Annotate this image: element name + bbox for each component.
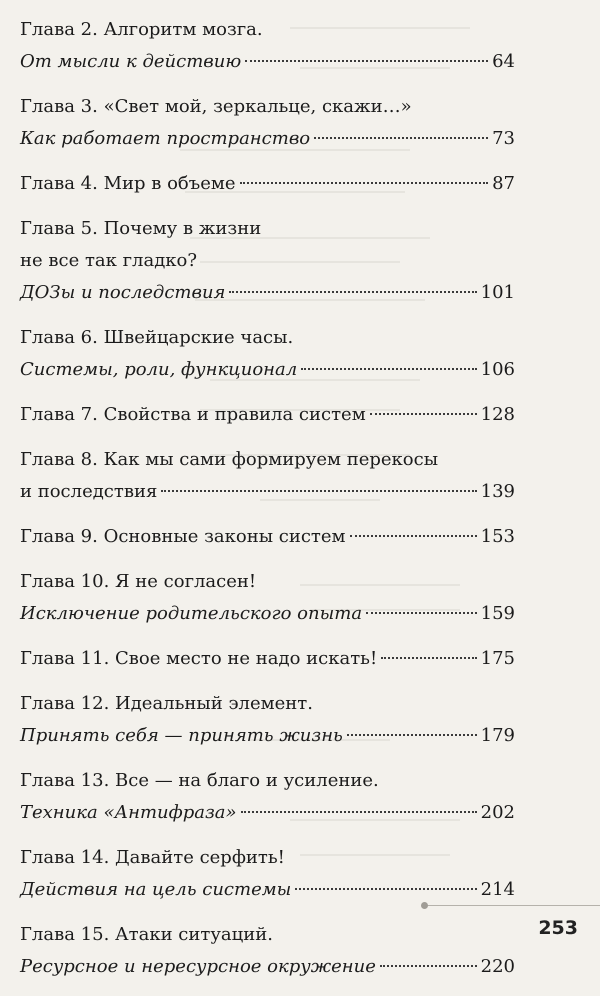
toc-line-text: Ресурсное и нересурсное окружение [20,956,376,977]
dot-leader [295,888,476,890]
toc-page-number: 214 [480,879,515,900]
toc-line [20,168,515,200]
toc-entry [20,566,515,630]
dot-leader [240,182,489,184]
toc-line-text: Как работает пространство [20,128,311,149]
dot-leader [380,965,477,967]
dot-leader [350,535,477,537]
toc-page-number: 175 [480,648,515,669]
toc-entry [20,91,515,155]
toc-page-number: 101 [480,282,515,303]
dot-leader [245,60,488,62]
toc-entry [20,444,515,508]
toc-line [20,688,515,720]
toc-line [20,720,515,752]
toc-line-text: Исключение родительского опыта [20,603,363,624]
dot-leader [347,734,477,736]
toc-entry [20,168,515,200]
toc-entry [20,521,515,553]
toc-line-text: Глава 9. Основные законы систем [20,526,346,547]
toc-line [20,797,515,829]
toc-page-number: 73 [492,128,515,149]
toc-line-text: Глава 12. Идеальный элемент. [20,693,313,714]
toc-line-text: Глава 10. Я не согласен! [20,571,257,592]
toc-line-text: Глава 15. Атаки ситуаций. [20,924,273,945]
toc-page-number: 139 [480,481,515,502]
toc-line [20,46,515,78]
toc-line-text: Техника «Антифраза» [20,802,237,823]
toc-line [20,399,515,431]
toc-line-text: Глава 8. Как мы сами формируем перекосы [20,449,439,470]
dot-leader [366,612,477,614]
toc-line [20,566,515,598]
toc-entry [20,842,515,906]
toc-line [20,874,515,906]
toc-page-number: 106 [480,359,515,380]
footer-rule [425,905,600,906]
toc-page-number: 179 [480,725,515,746]
toc-page-number: 87 [492,173,515,194]
toc-entry [20,643,515,675]
toc-line [20,765,515,797]
toc-entry [20,213,515,309]
toc-line [20,598,515,630]
toc-line-text: Действия на цель системы [20,879,292,900]
toc-line-text: Глава 14. Давайте серфить! [20,847,285,868]
toc-line-text: Принять себя — принять жизнь [20,725,343,746]
toc-line-text: Глава 2. Алгоритм мозга. [20,19,263,40]
toc-line-text: Глава 3. «Свет мой, зеркальце, скажи…» [20,96,412,117]
toc-line [20,322,515,354]
toc-line-text: и последствия [20,481,158,502]
toc-line-text: Глава 6. Швейцарские часы. [20,327,294,348]
toc-page-number: 202 [480,802,515,823]
toc-line-text: Глава 11. Свое место не надо искать! [20,648,378,669]
dot-leader [241,811,477,813]
toc-line-text: Глава 13. Все — на благо и усиление. [20,770,379,791]
toc-entry [20,322,515,386]
toc-line-text: ДОЗы и последствия [20,282,226,303]
toc-line-text: Глава 4. Мир в объеме [20,173,236,194]
toc-entry [20,919,515,983]
toc-entry [20,765,515,829]
toc-line-text: Глава 5. Почему в жизни [20,218,262,239]
table-of-contents [20,14,515,996]
toc-entry [20,688,515,752]
toc-line [20,123,515,155]
dot-leader [301,368,476,370]
toc-line [20,245,515,277]
toc-page-number: 220 [480,956,515,977]
dot-leader [370,413,477,415]
toc-line [20,521,515,553]
toc-line [20,444,515,476]
dot-leader [229,291,476,293]
toc-entry [20,14,515,78]
toc-line [20,842,515,874]
toc-line [20,91,515,123]
toc-page-number: 159 [480,603,515,624]
toc-line [20,277,515,309]
toc-line [20,476,515,508]
toc-line-text: Системы, роли, функционал [20,359,298,380]
toc-page-number: 64 [492,51,515,72]
toc-line-text: От мысли к действию [20,51,242,72]
dot-leader [314,137,488,139]
toc-entry [20,399,515,431]
toc-line-text: Глава 7. Свойства и правила систем [20,404,366,425]
toc-line [20,354,515,386]
dot-leader [161,490,476,492]
toc-line [20,919,515,951]
toc-line [20,213,515,245]
toc-line-text: не все так гладко? [20,250,198,271]
toc-line [20,951,515,983]
toc-page-number: 128 [480,404,515,425]
toc-line [20,14,515,46]
toc-line [20,643,515,675]
toc-page-number: 153 [480,526,515,547]
footer-rule-dot [421,902,428,909]
page-number: 253 [538,917,578,939]
dot-leader [381,657,476,659]
